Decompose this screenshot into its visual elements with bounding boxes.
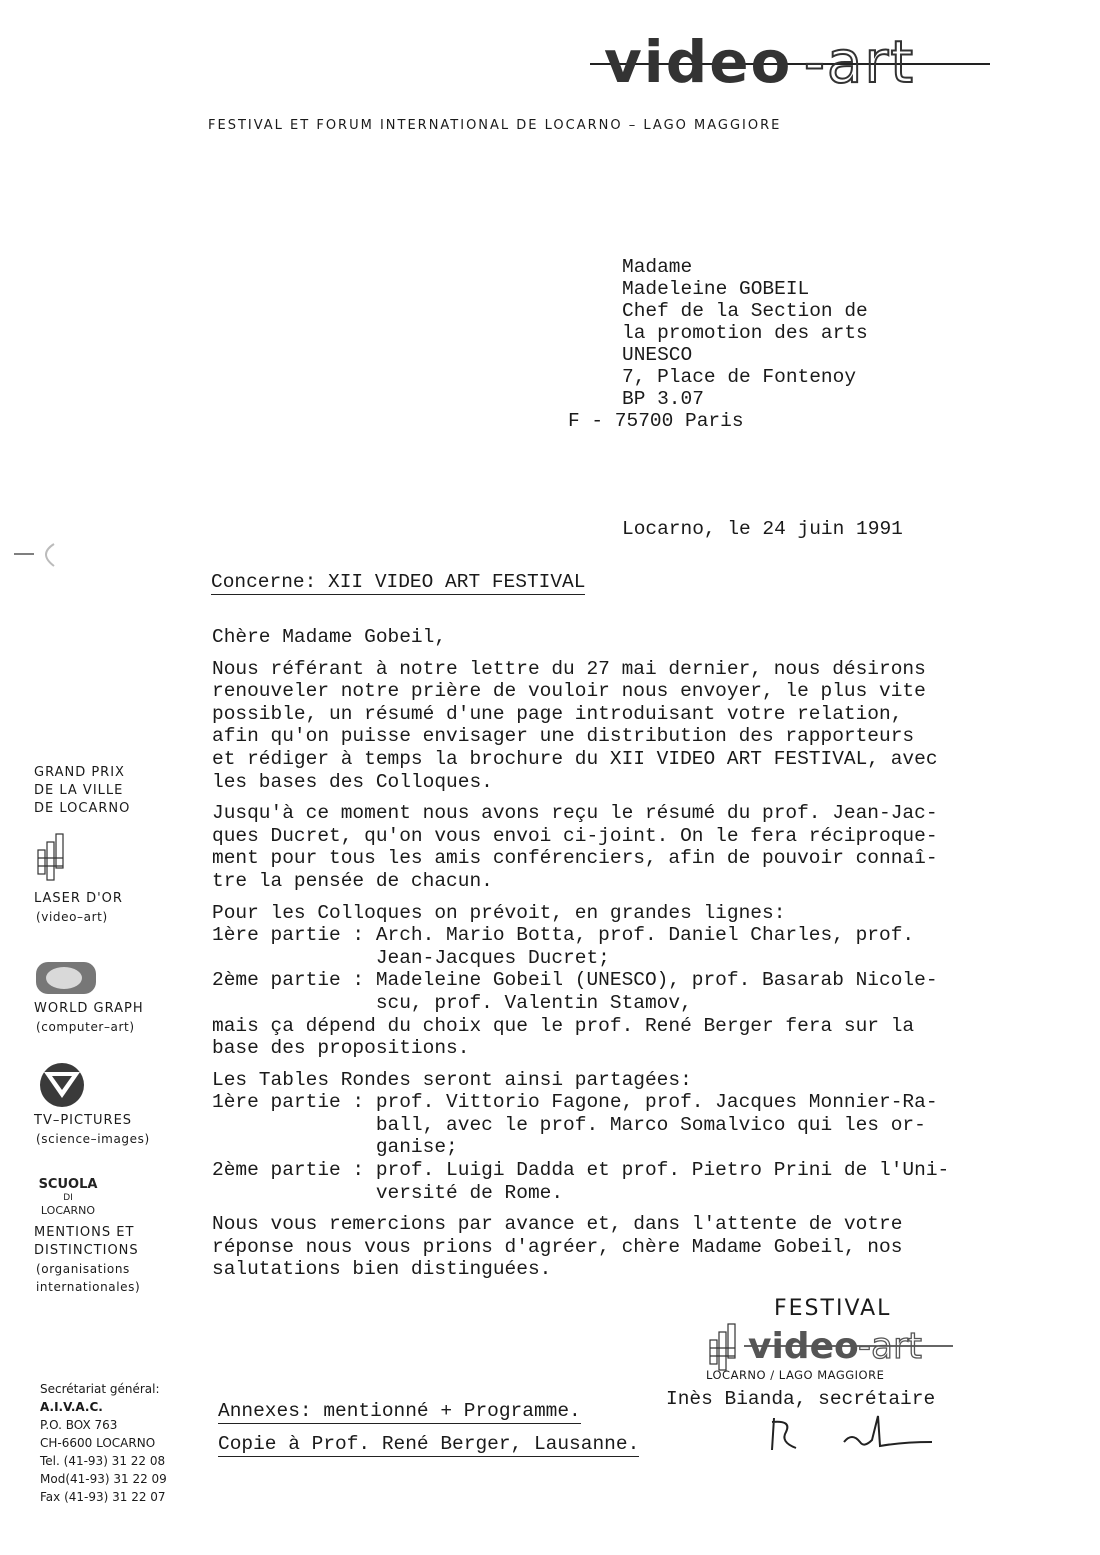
svg-text:SCUOLA: SCUOLA xyxy=(38,1177,98,1192)
address-line: Madame xyxy=(622,256,693,278)
tv-pictures-label: TV–PICTURES xyxy=(34,1113,133,1128)
copy-line: Copie à Prof. René Berger, Lausanne. xyxy=(218,1433,640,1455)
address-line: UNESCO xyxy=(622,344,693,366)
body-line: mais ça dépend du choix que le prof. René Berger fera sur la xyxy=(212,1014,915,1037)
body-line: Jean-Jacques Ducret; xyxy=(212,946,610,969)
svg-text:video: video xyxy=(604,28,793,96)
secretariat-line: Mod(41-93) 31 22 09 xyxy=(40,1472,167,1486)
body-line: afin qu'on puisse envisager une distribution des rapporteurs xyxy=(212,725,915,748)
address-line: Chef de la Section de xyxy=(622,300,868,322)
body-line: salutations bien distinguées. xyxy=(212,1258,552,1281)
secretariat-line: Fax (41-93) 31 22 07 xyxy=(40,1490,166,1504)
address-line: 7, Place de Fontenoy xyxy=(622,366,857,388)
body-line: 1ère partie : Arch. Mario Botta, prof. Daniel Charles, prof. xyxy=(212,924,915,947)
world-graph-label: WORLD GRAPH xyxy=(34,1001,144,1016)
world-graph-sub-label: (computer–art) xyxy=(36,1020,135,1034)
annexes-line: Annexes: mentionné + Programme. xyxy=(218,1400,581,1422)
body-line: 1ère partie : prof. Vittorio Fagone, prof. Jacques Monnier-Ra- xyxy=(212,1091,938,1114)
letter-body xyxy=(212,626,1052,1281)
body-line: et rédiger à temps la brochure du XII VIDEO ART FESTIVAL, avec xyxy=(212,747,938,770)
secretariat-org: A.I.V.A.C. xyxy=(40,1400,103,1414)
body-line: possible, un résumé d'une page introduisant votre relation, xyxy=(212,702,903,725)
secretariat-line: CH-6600 LOCARNO xyxy=(40,1436,156,1450)
tv-pictures-icon xyxy=(34,1060,90,1110)
signer-name: Inès Bianda, secrétaire xyxy=(666,1388,936,1410)
address-line: la promotion des arts xyxy=(622,322,868,344)
world-graph-icon xyxy=(34,958,100,998)
recipient-address xyxy=(568,256,868,432)
handwritten-signature xyxy=(752,1412,952,1462)
mentions-sub-label: (organisations internationales) xyxy=(36,1262,141,1294)
body-line: 2ème partie : prof. Luigi Dadda et prof. Pietro Prini de l'Uni- xyxy=(212,1159,950,1182)
body-line: les bases des Colloques. xyxy=(212,770,493,793)
body-line: versité de Rome. xyxy=(212,1181,564,1204)
body-line: Jusqu'à ce moment nous avons reçu le résumé du prof. Jean-Jac- xyxy=(212,802,938,825)
secretariat-line: Tel. (41-93) 31 22 08 xyxy=(40,1454,166,1468)
subject-line: Concerne: XII VIDEO ART FESTIVAL xyxy=(211,571,586,593)
tv-pictures-sub-label: (science–images) xyxy=(36,1132,150,1146)
body-line: Pour les Colloques on prévoit, en grandes lignes: xyxy=(212,901,786,924)
body-line: Nous référant à notre lettre du 27 mai dernier, nous désirons xyxy=(212,657,926,680)
body-line: tre la pensée de chacun. xyxy=(212,869,493,892)
body-line: Les Tables Rondes seront ainsi partagées: xyxy=(212,1068,692,1091)
body-line: ques Ducret, qu'on vous envoi ci-joint. On le fera réciproque- xyxy=(212,824,938,847)
laser-sub-label: (video–art) xyxy=(36,910,108,924)
body-line: scu, prof. Valentin Stamov, xyxy=(212,991,692,1014)
stamp-festival-text: FESTIVAL xyxy=(774,1296,892,1321)
address-line: Madeleine GOBEIL xyxy=(622,278,810,300)
scuola-locarno-badge-icon xyxy=(34,1168,102,1220)
secretariat-label: Secrétariat général: xyxy=(40,1382,160,1396)
body-line: renouveler notre prière de vouloir nous envoyer, le plus vite xyxy=(212,680,926,703)
body-line: Nous vous remercions par avance et, dans l'attente de votre xyxy=(212,1213,903,1236)
svg-text:DI: DI xyxy=(63,1193,73,1203)
body-line: base des propositions. xyxy=(212,1037,470,1060)
laser-trophy-icon xyxy=(36,832,70,884)
svg-text:LOCARNO: LOCARNO xyxy=(40,1204,96,1217)
body-line: ball, avec le prof. Marco Somalvico qui les or- xyxy=(212,1113,926,1136)
secretariat-block xyxy=(40,1380,167,1506)
stamp-location: LOCARNO / LAGO MAGGIORE xyxy=(706,1368,885,1382)
svg-text:video: video xyxy=(748,1326,859,1367)
laser-label: LASER D'OR xyxy=(34,891,123,906)
grand-prix-label: GRAND PRIX DE LA VILLE DE LOCARNO xyxy=(34,765,131,816)
video-art-logo xyxy=(590,28,990,98)
letter-date: Locarno, le 24 juin 1991 xyxy=(622,518,903,540)
svg-text:-art: -art xyxy=(804,28,916,96)
address-city-line: F - 75700 Paris xyxy=(568,410,744,432)
address-line: BP 3.07 xyxy=(622,388,704,410)
body-line: 2ème partie : Madeleine Gobeil (UNESCO), prof. Basarab Nicole- xyxy=(212,969,938,992)
body-line: réponse nous vous prions d'agréer, chère Madame Gobeil, nos xyxy=(212,1235,903,1258)
body-line: ment pour tous les amis conférenciers, afin de pouvoir connaî- xyxy=(212,847,938,870)
body-line: ganise; xyxy=(212,1136,458,1159)
mentions-label: MENTIONS ET DISTINCTIONS xyxy=(34,1225,139,1258)
secretariat-line: P.O. BOX 763 xyxy=(40,1418,118,1432)
salutation: Chère Madame Gobeil, xyxy=(212,626,447,648)
letterhead-tagline: FESTIVAL ET FORUM INTERNATIONAL DE LOCARNO – LAGO MAGGIORE xyxy=(208,118,782,133)
scan-edge-mark xyxy=(14,540,76,570)
svg-text:-art: -art xyxy=(858,1326,922,1367)
